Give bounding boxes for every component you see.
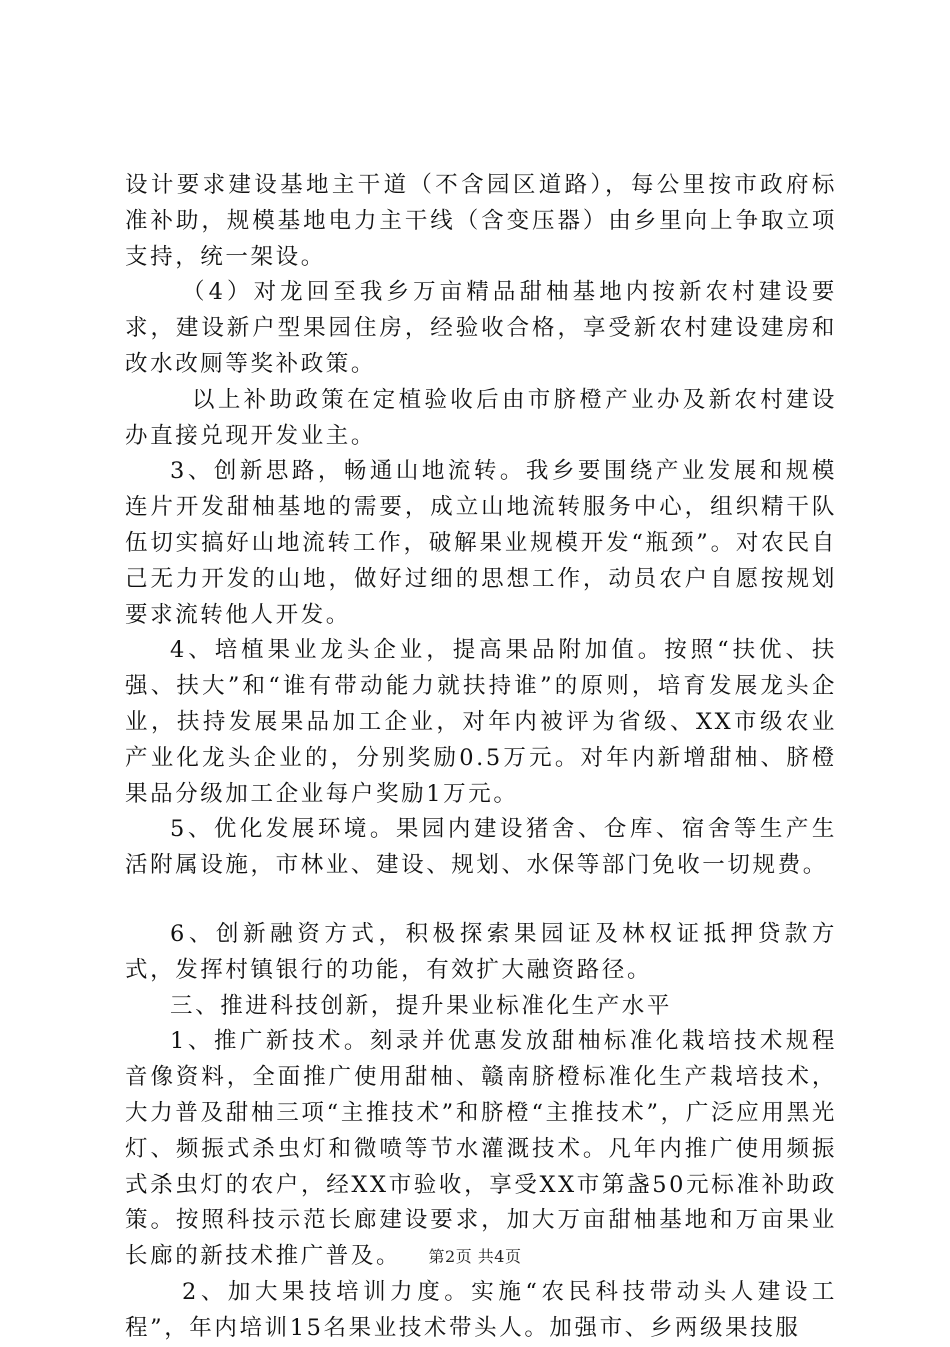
section-heading: 三、推进科技创新，提升果业标准化生产水平: [170, 992, 673, 1019]
paragraph-4: 3、创新思路，畅通山地流转。我乡要围绕产业发展和规模连片开发甜柚基地的需要，成立山地流转服务中心，组织精干队伍切实搞好山地流转工作，破解果业规模开发“瓶颈”。对农民自己无力开发的山地，做好过细的思想工作，动员农户自愿按规划要求流转他人开发。: [125, 458, 837, 628]
paragraph-6: 5、优化发展环境。果园内建设猪舍、仓库、宿舍等生产生活附属设施，市林业、建设、规划、水保等部门免收一切规费。: [125, 816, 837, 879]
paragraph-9: 2、加大果技培训力度。实施“农民科技带动头人建设工程”，年内培训15名果业技术带头人。加强市、乡两级果技服: [125, 1278, 837, 1341]
paragraph-7: 6、创新融资方式，积极探索果园证及林权证抵押贷款方式，发挥村镇银行的功能，有效扩大融资路径。: [125, 920, 837, 983]
paragraph-1: 设计要求建设基地主干道（不含园区道路），每公里按市政府标准补助，规模基地电力主干线（含变压器）由乡里向上争取立项支持，统一架设。: [125, 172, 837, 270]
body-text: [125, 168, 837, 1347]
page-number-footer: 第2页 共4页: [428, 1247, 522, 1266]
paragraph-gap: [125, 884, 837, 917]
paragraph-8: 1、推广新技术。刻录并优惠发放甜柚标准化栽培技术规程音像资料，全面推广使用甜柚、赣南脐橙标准化生产栽培技术，大力普及甜柚三项“主推技术”和脐橙“主推技术”，广泛应用黑光灯、频振式杀虫灯和微喷等节水灌溉技术。凡年内推广使用频振式杀虫灯的农户，经XX市验收，享受XX市第盏50元标准补助政策。按照科技示范长廊建设要求，加大万亩甜柚基地和万亩果业长廊的新技术推广普及。: [125, 1028, 837, 1270]
paragraph-2: （4）对龙回至我乡万亩精品甜柚基地内按新农村建设要求，建设新户型果园住房，经验收合格，享受新农村建设建房和改水改厕等奖补政策。: [125, 279, 837, 377]
paragraph-3: 以上补助政策在定植验收后由市脐橙产业办及新农村建设办直接兑现开发业主。: [125, 386, 837, 449]
paragraph-5: 4、培植果业龙头企业，提高果品附加值。按照“扶优、扶强、扶大”和“谁有带动能力就扶持谁”的原则，培育发展龙头企业，扶持发展果品加工企业，对年内被评为省级、XX市级农业产业化龙头企业的，分别奖励0.5万元。对年内新增甜柚、脐橙果品分级加工企业每户奖励1万元。: [125, 637, 837, 807]
